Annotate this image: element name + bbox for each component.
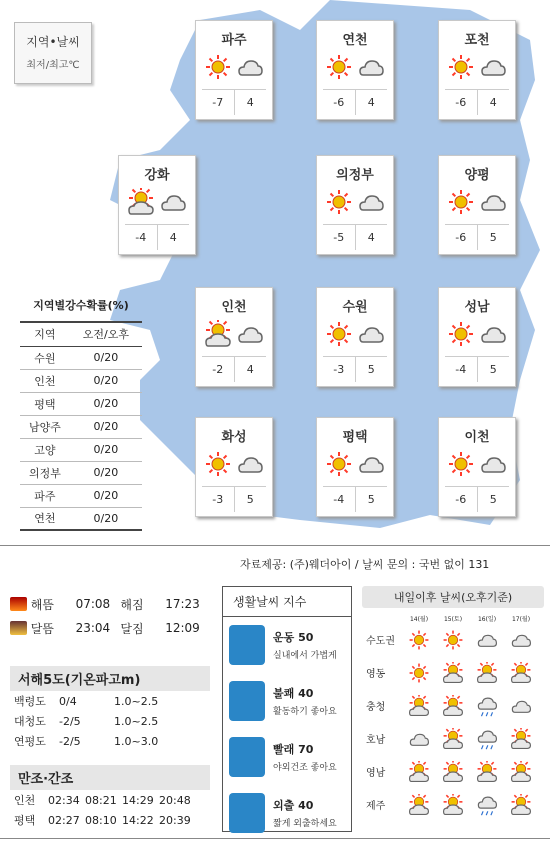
city-name: 수원 bbox=[342, 300, 368, 315]
region-label: 제주 bbox=[366, 801, 386, 812]
moonrise-label: 달뜸 bbox=[30, 621, 54, 636]
high-temp: 4 bbox=[367, 231, 375, 244]
city-name: 성남 bbox=[464, 300, 490, 315]
map-legend bbox=[14, 22, 92, 84]
index-desc: 짧게 외출하세요 bbox=[273, 819, 337, 829]
sunny-icon bbox=[325, 320, 353, 352]
region-label: 영남 bbox=[366, 768, 386, 779]
sunny-icon bbox=[447, 450, 475, 482]
partly-cloudy-icon bbox=[436, 662, 470, 684]
high-temp: 5 bbox=[367, 363, 375, 376]
table-row bbox=[20, 392, 142, 415]
city-card bbox=[316, 20, 394, 120]
list-item bbox=[223, 617, 351, 673]
weather-icons bbox=[317, 444, 393, 484]
region-cell: 연천 bbox=[20, 507, 70, 530]
city-card bbox=[316, 155, 394, 255]
sun-row bbox=[10, 592, 210, 616]
sunny-icon bbox=[325, 450, 353, 482]
cloudy-icon bbox=[504, 629, 538, 651]
list-item bbox=[10, 711, 210, 731]
sunrise-icon bbox=[10, 597, 27, 611]
cell: 02:27 bbox=[48, 813, 80, 827]
tide-title: 만조·간조 bbox=[10, 765, 210, 790]
temperature-row bbox=[323, 224, 387, 250]
forecast-days bbox=[362, 614, 544, 623]
temperature-row bbox=[202, 356, 266, 382]
partly-cloudy-icon bbox=[402, 794, 436, 816]
temperature-row bbox=[202, 486, 266, 512]
temperature-row bbox=[323, 89, 387, 115]
tide-times bbox=[10, 755, 210, 830]
partly-cloudy-icon bbox=[436, 695, 470, 717]
partly-cloudy-icon bbox=[504, 761, 538, 783]
partly-cloudy-icon bbox=[504, 728, 538, 750]
city-card bbox=[195, 20, 273, 120]
rain-icon bbox=[470, 728, 504, 750]
cloudy-icon bbox=[479, 188, 507, 220]
weather-icons bbox=[317, 47, 393, 87]
cloudy-icon bbox=[357, 188, 385, 220]
city-card bbox=[195, 417, 273, 517]
weather-icons bbox=[439, 182, 515, 222]
cloudy-icon bbox=[159, 188, 187, 220]
cloudy-icon bbox=[479, 320, 507, 352]
low-temp: -5 bbox=[323, 225, 356, 250]
city-name: 포천 bbox=[464, 33, 490, 48]
day-label: 14(월) bbox=[409, 616, 429, 623]
low-temp: -2 bbox=[202, 357, 235, 382]
precip-table bbox=[20, 321, 142, 531]
probability-cell: 0/20 bbox=[70, 438, 142, 461]
city-name: 연천 bbox=[342, 33, 368, 48]
city-card bbox=[438, 287, 516, 387]
cell: 연평도 bbox=[14, 735, 46, 748]
low-temp: -4 bbox=[125, 225, 158, 250]
table-row bbox=[20, 415, 142, 438]
cell: 1.0~3.0 bbox=[114, 734, 159, 748]
cloudy-icon bbox=[470, 629, 504, 651]
table-row bbox=[20, 438, 142, 461]
weather-icons bbox=[119, 182, 195, 222]
table-row bbox=[20, 346, 142, 369]
cell: 20:39 bbox=[159, 813, 191, 827]
high-temp: 4 bbox=[489, 96, 497, 109]
high-temp: 5 bbox=[367, 493, 375, 506]
moonset-label: 달짐 bbox=[120, 621, 144, 636]
cell: 14:22 bbox=[122, 813, 154, 827]
cloudy-icon bbox=[357, 320, 385, 352]
city-name: 양평 bbox=[464, 168, 490, 183]
index-desc: 활동하기 좋아요 bbox=[273, 707, 337, 717]
city-card bbox=[438, 417, 516, 517]
cell: 08:10 bbox=[85, 813, 117, 827]
city-card bbox=[438, 155, 516, 255]
temperature-row bbox=[445, 89, 509, 115]
index-name: 빨래 70 bbox=[273, 743, 314, 756]
list-item bbox=[223, 673, 351, 729]
list-item bbox=[362, 788, 544, 821]
cell: 인천 bbox=[14, 794, 36, 807]
day-label: 17(월) bbox=[511, 616, 531, 623]
city-card bbox=[438, 20, 516, 120]
forecast-title: 내일이후 날씨(오후기준) bbox=[362, 586, 544, 608]
temperature-row bbox=[323, 356, 387, 382]
life-weather-index bbox=[222, 586, 352, 832]
high-temp: 4 bbox=[246, 363, 254, 376]
list-item bbox=[362, 722, 544, 755]
outing-icon bbox=[229, 793, 265, 833]
cell: 1.0~2.5 bbox=[114, 694, 159, 708]
region-cell: 남양주 bbox=[20, 415, 70, 438]
laundry-icon bbox=[229, 737, 265, 777]
partly-cloudy-icon bbox=[436, 728, 470, 750]
partly-cloudy-icon bbox=[127, 188, 155, 220]
sunny-icon bbox=[204, 53, 232, 85]
low-temp: -6 bbox=[323, 90, 356, 115]
list-item bbox=[10, 691, 210, 711]
sunset-label: 해짐 bbox=[120, 597, 144, 612]
table-row bbox=[20, 369, 142, 392]
cloudy-icon bbox=[236, 53, 264, 85]
partly-cloudy-icon bbox=[436, 794, 470, 816]
temperature-row bbox=[445, 486, 509, 512]
partly-cloudy-icon bbox=[436, 761, 470, 783]
temperature-row bbox=[202, 89, 266, 115]
moonset-time: 12:09 bbox=[165, 621, 200, 635]
high-temp: 5 bbox=[489, 231, 497, 244]
probability-cell: 0/20 bbox=[70, 484, 142, 507]
region-label: 수도권 bbox=[366, 636, 395, 647]
bottom-divider bbox=[0, 838, 550, 839]
probability-cell: 0/20 bbox=[70, 461, 142, 484]
list-item bbox=[10, 810, 210, 830]
city-name: 강화 bbox=[144, 168, 170, 183]
region-label: 충청 bbox=[366, 702, 386, 713]
low-temp: -6 bbox=[445, 487, 478, 512]
cell: 1.0~2.5 bbox=[114, 714, 159, 728]
weather-icons bbox=[196, 444, 272, 484]
high-temp: 5 bbox=[489, 363, 497, 376]
partly-cloudy-icon bbox=[470, 662, 504, 684]
list-item bbox=[223, 729, 351, 785]
city-name: 파주 bbox=[221, 33, 247, 48]
sunny-icon bbox=[204, 450, 232, 482]
list-item bbox=[10, 790, 210, 810]
low-temp: -6 bbox=[445, 225, 478, 250]
forecast-after-tomorrow bbox=[362, 586, 544, 821]
sunny-icon bbox=[325, 53, 353, 85]
cell: 대청도 bbox=[14, 715, 46, 728]
probability-cell: 0/20 bbox=[70, 415, 142, 438]
index-name: 외출 40 bbox=[273, 799, 314, 812]
cloudy-icon bbox=[236, 320, 264, 352]
high-temp: 4 bbox=[246, 96, 254, 109]
sunny-icon bbox=[447, 188, 475, 220]
region-cell: 수원 bbox=[20, 346, 70, 369]
sunny-icon bbox=[402, 662, 436, 684]
moonrise-time: 23:04 bbox=[75, 621, 111, 635]
cloudy-icon bbox=[236, 450, 264, 482]
low-temp: -7 bbox=[202, 90, 235, 115]
index-desc: 야외건조 좋아요 bbox=[273, 763, 337, 773]
weather-icons bbox=[439, 47, 515, 87]
data-source: 자료제공: (주)웨더아이 / 날씨 문의 : 국번 없이 131 bbox=[240, 558, 490, 571]
cell: 평택 bbox=[14, 814, 36, 827]
low-temp: -6 bbox=[445, 90, 478, 115]
temperature-row bbox=[323, 486, 387, 512]
cloudy-icon bbox=[402, 728, 436, 750]
cloudy-icon bbox=[479, 53, 507, 85]
sunny-icon bbox=[447, 53, 475, 85]
sunrise-time: 07:08 bbox=[75, 597, 111, 611]
weather-icons bbox=[317, 314, 393, 354]
divider bbox=[0, 545, 550, 546]
list-item bbox=[223, 785, 351, 841]
weather-icons bbox=[439, 314, 515, 354]
probability-cell: 0/20 bbox=[70, 346, 142, 369]
region-label: 호남 bbox=[366, 735, 386, 746]
weather-icons bbox=[196, 314, 272, 354]
cell: -2/5 bbox=[59, 714, 81, 728]
low-temp: -4 bbox=[445, 357, 478, 382]
cloudy-icon bbox=[357, 450, 385, 482]
cell: 14:29 bbox=[122, 793, 154, 807]
city-name: 화성 bbox=[221, 430, 247, 445]
city-card bbox=[316, 417, 394, 517]
high-temp: 5 bbox=[246, 493, 254, 506]
region-cell: 고양 bbox=[20, 438, 70, 461]
cell: -2/5 bbox=[59, 734, 81, 748]
probability-cell: 0/20 bbox=[70, 392, 142, 415]
sunrise-label: 해뜸 bbox=[30, 597, 54, 612]
weather-icons bbox=[196, 47, 272, 87]
city-card bbox=[118, 155, 196, 255]
region-cell: 인천 bbox=[20, 369, 70, 392]
cloudy-icon bbox=[479, 450, 507, 482]
cell: 20:48 bbox=[159, 793, 191, 807]
temperature-row bbox=[445, 224, 509, 250]
cell: 08:21 bbox=[85, 793, 117, 807]
wave-title: 서해5도(기온파고m) bbox=[10, 666, 210, 691]
partly-cloudy-icon bbox=[504, 662, 538, 684]
day-label: 15(토) bbox=[443, 616, 463, 623]
region-label: 영동 bbox=[366, 669, 386, 680]
low-temp: -3 bbox=[323, 357, 356, 382]
sunny-icon bbox=[402, 629, 436, 651]
index-name: 불쾌 40 bbox=[273, 687, 314, 700]
temperature-row bbox=[445, 356, 509, 382]
table-row bbox=[20, 461, 142, 484]
high-temp: 5 bbox=[489, 493, 497, 506]
partly-cloudy-icon bbox=[402, 761, 436, 783]
discomfort-icon bbox=[229, 681, 265, 721]
probability-cell: 0/20 bbox=[70, 369, 142, 392]
high-temp: 4 bbox=[367, 96, 375, 109]
legend-unit: 최저/최고℃ bbox=[26, 60, 80, 71]
cloudy-icon bbox=[357, 53, 385, 85]
city-name: 의정부 bbox=[336, 168, 374, 183]
city-card bbox=[316, 287, 394, 387]
partly-cloudy-icon bbox=[204, 320, 232, 352]
city-card bbox=[195, 287, 273, 387]
precip-header-region: 지역 bbox=[20, 322, 70, 346]
weather-icons bbox=[439, 444, 515, 484]
cloudy-icon bbox=[504, 695, 538, 717]
cell: 백령도 bbox=[14, 695, 46, 708]
list-item bbox=[362, 755, 544, 788]
cell: 02:34 bbox=[48, 793, 80, 807]
day-label: 16(일) bbox=[477, 616, 497, 623]
city-name: 이천 bbox=[464, 430, 490, 445]
list-item bbox=[362, 689, 544, 722]
region-cell: 파주 bbox=[20, 484, 70, 507]
life-title: 생활날씨 지수 bbox=[223, 587, 351, 617]
table-row bbox=[20, 484, 142, 507]
sunny-icon bbox=[436, 629, 470, 651]
sunny-icon bbox=[325, 188, 353, 220]
partly-cloudy-icon bbox=[504, 794, 538, 816]
list-item bbox=[362, 623, 544, 656]
west-sea-islands bbox=[10, 656, 210, 751]
weather-icons bbox=[317, 182, 393, 222]
high-temp: 4 bbox=[169, 231, 177, 244]
sunny-icon bbox=[447, 320, 475, 352]
precip-header-ampm: 오전/오후 bbox=[70, 322, 142, 346]
probability-cell: 0/20 bbox=[70, 507, 142, 530]
sun-moon-times bbox=[10, 592, 210, 640]
list-item bbox=[10, 731, 210, 751]
region-cell: 의정부 bbox=[20, 461, 70, 484]
low-temp: -3 bbox=[202, 487, 235, 512]
rain-icon bbox=[470, 695, 504, 717]
cell: 0/4 bbox=[59, 694, 77, 708]
index-desc: 실내에서 가볍게 bbox=[273, 651, 337, 661]
low-temp: -4 bbox=[323, 487, 356, 512]
precip-probability bbox=[20, 297, 142, 531]
partly-cloudy-icon bbox=[470, 761, 504, 783]
region-cell: 평택 bbox=[20, 392, 70, 415]
sunset-time: 17:23 bbox=[165, 597, 200, 611]
legend-title: 지역•날씨 bbox=[26, 35, 80, 49]
city-name: 평택 bbox=[342, 430, 368, 445]
index-name: 운동 50 bbox=[273, 631, 314, 644]
table-row bbox=[20, 507, 142, 530]
precip-title: 지역별강수확률(%) bbox=[33, 299, 129, 312]
rain-icon bbox=[470, 794, 504, 816]
temperature-row bbox=[125, 224, 189, 250]
city-name: 인천 bbox=[221, 300, 247, 315]
moonrise-icon bbox=[10, 621, 27, 635]
moon-row bbox=[10, 616, 210, 640]
list-item bbox=[362, 656, 544, 689]
partly-cloudy-icon bbox=[402, 695, 436, 717]
exercise-icon bbox=[229, 625, 265, 665]
